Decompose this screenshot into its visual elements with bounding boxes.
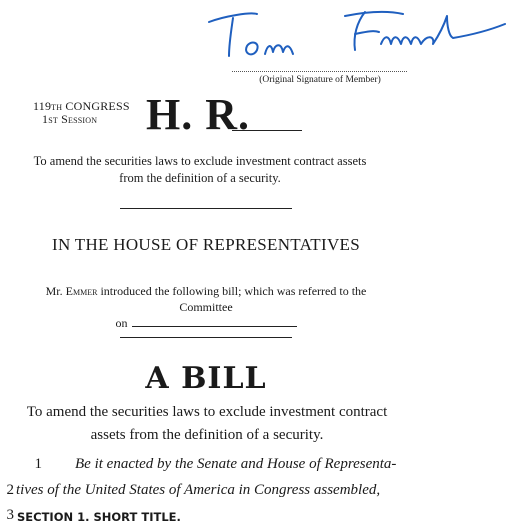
signature-caption: (Original Signature of Member) <box>259 75 381 85</box>
line-text: tives of the United States of America in Congress assembled, <box>16 482 381 498</box>
introduction-text: introduced the following bill; which was referred to the Committee <box>100 284 367 314</box>
bill-line <box>0 507 522 531</box>
line-number: 2 <box>6 482 14 498</box>
member-signature <box>195 2 522 62</box>
house-heading: IN THE HOUSE OF REPRESENTATIVES <box>52 235 360 254</box>
bill-line <box>0 456 522 480</box>
purpose-long: To amend the securities laws to exclude investment contract assets from the definition of a security. <box>26 404 388 443</box>
purpose-short: To amend the securities laws to exclude investment contract assets from the definition of a security. <box>33 154 367 185</box>
committee-on-label: on <box>115 316 128 330</box>
session-label: 1st Session <box>42 112 98 126</box>
member-prefix: Mr. <box>45 284 63 298</box>
introduction-paragraph <box>20 283 392 331</box>
section-heading: SECTION 1. SHORT TITLE. <box>17 510 181 524</box>
line-text: Be it enacted by the Senate and House of Representa- <box>75 456 397 472</box>
signature-line <box>232 71 407 72</box>
bill-heading: A BILL <box>145 361 267 396</box>
bill-type: H. R. <box>146 90 250 139</box>
divider-rule <box>120 337 292 338</box>
line-number: 3 <box>6 507 14 523</box>
bill-number-blank <box>232 130 302 131</box>
bill-line <box>0 482 522 506</box>
committee-blank <box>132 317 297 327</box>
line-number: 1 <box>34 456 42 472</box>
member-name: Emmer <box>65 284 98 298</box>
congress-label: 119th CONGRESS <box>33 99 130 113</box>
divider-rule <box>120 208 292 209</box>
